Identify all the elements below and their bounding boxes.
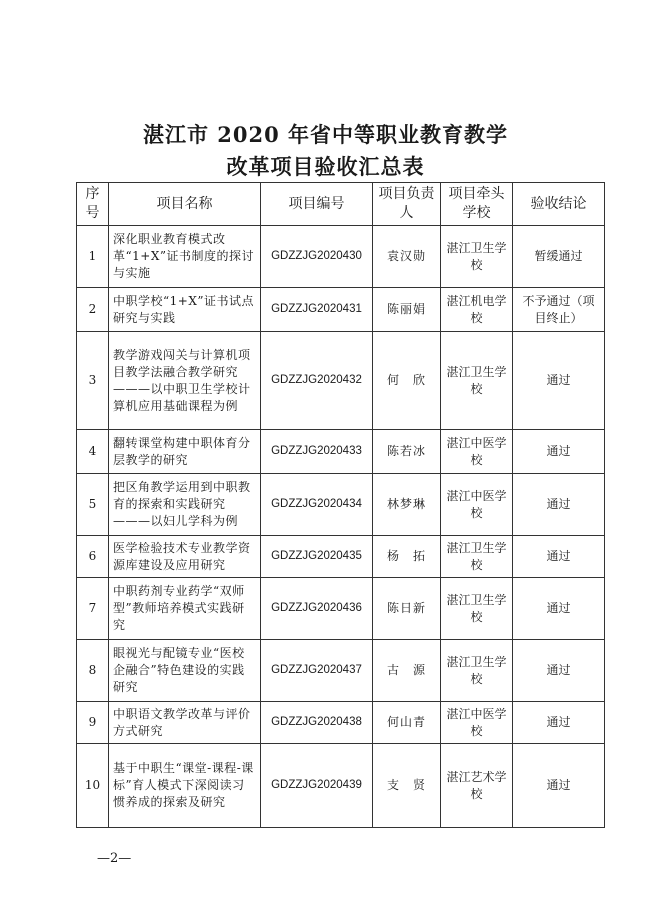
table-row xyxy=(77,430,605,474)
cell-name: 医学检验技术专业教学资源库建设及应用研究 xyxy=(109,536,261,578)
header-no: 序号 xyxy=(77,183,109,226)
cell-no: 7 xyxy=(77,578,109,640)
cell-school: 湛江卫生学校 xyxy=(441,226,513,288)
cell-code: GDZZJG2020435 xyxy=(261,536,373,578)
page-number: —2— xyxy=(97,851,132,866)
table-row xyxy=(77,332,605,430)
cell-code: GDZZJG2020438 xyxy=(261,702,373,744)
cell-name: 翻转课堂构建中职体育分层教学的研究 xyxy=(109,430,261,474)
cell-school: 湛江机电学校 xyxy=(441,288,513,332)
table-row xyxy=(77,640,605,702)
document-title-line2: 改革项目验收汇总表 xyxy=(226,154,425,179)
cell-result: 通过 xyxy=(513,474,605,536)
table-row xyxy=(77,288,605,332)
cell-name: 眼视光与配镜专业“医校企融合”特色建设的实践研究 xyxy=(109,640,261,702)
cell-person: 袁汉勋 xyxy=(373,226,441,288)
cell-school: 湛江中医学校 xyxy=(441,474,513,536)
table-row xyxy=(77,702,605,744)
cell-person: 陈若冰 xyxy=(373,430,441,474)
cell-no: 9 xyxy=(77,702,109,744)
cell-name: 把区角教学运用到中职教育的探索和实践研究———以妇儿学科为例 xyxy=(109,474,261,536)
header-person: 项目负责人 xyxy=(373,183,441,226)
cell-result: 暂缓通过 xyxy=(513,226,605,288)
table-row xyxy=(77,474,605,536)
cell-name: 中职药剂专业药学“双师型”教师培养模式实践研究 xyxy=(109,578,261,640)
cell-person: 何 欣 xyxy=(373,332,441,430)
cell-person: 林梦琳 xyxy=(373,474,441,536)
cell-result: 不予通过（项目终止） xyxy=(513,288,605,332)
cell-no: 1 xyxy=(77,226,109,288)
cell-name: 中职学校“1+X”证书试点研究与实践 xyxy=(109,288,261,332)
cell-name: 中职语文教学改革与评价方式研究 xyxy=(109,702,261,744)
cell-school: 湛江卫生学校 xyxy=(441,640,513,702)
cell-no: 8 xyxy=(77,640,109,702)
cell-code: GDZZJG2020434 xyxy=(261,474,373,536)
header-name: 项目名称 xyxy=(109,183,261,226)
cell-code: GDZZJG2020432 xyxy=(261,332,373,430)
cell-code: GDZZJG2020430 xyxy=(261,226,373,288)
cell-person: 支 贤 xyxy=(373,744,441,828)
cell-code: GDZZJG2020437 xyxy=(261,640,373,702)
cell-school: 湛江中医学校 xyxy=(441,702,513,744)
table-row xyxy=(77,226,605,288)
header-code: 项目编号 xyxy=(261,183,373,226)
cell-school: 湛江卫生学校 xyxy=(441,536,513,578)
cell-school: 湛江卫生学校 xyxy=(441,332,513,430)
table-row xyxy=(77,536,605,578)
cell-school: 湛江艺术学校 xyxy=(441,744,513,828)
cell-person: 杨 拓 xyxy=(373,536,441,578)
table-row xyxy=(77,744,605,828)
cell-person: 何山青 xyxy=(373,702,441,744)
table-row xyxy=(77,578,605,640)
document-title-line1: 湛江市 2020 年省中等职业教育教学 xyxy=(142,122,509,147)
cell-result: 通过 xyxy=(513,536,605,578)
cell-code: GDZZJG2020436 xyxy=(261,578,373,640)
header-result: 验收结论 xyxy=(513,183,605,226)
cell-code: GDZZJG2020431 xyxy=(261,288,373,332)
cell-no: 10 xyxy=(77,744,109,828)
cell-school: 湛江卫生学校 xyxy=(441,578,513,640)
summary-table xyxy=(76,182,605,828)
cell-name: 教学游戏闯关与计算机项目教学法融合教学研究———以中职卫生学校计算机应用基础课程为例 xyxy=(109,332,261,430)
cell-no: 2 xyxy=(77,288,109,332)
cell-result: 通过 xyxy=(513,640,605,702)
cell-result: 通过 xyxy=(513,702,605,744)
table-header-row xyxy=(77,183,605,226)
header-school: 项目牵头学校 xyxy=(441,183,513,226)
cell-result: 通过 xyxy=(513,430,605,474)
cell-no: 3 xyxy=(77,332,109,430)
cell-result: 通过 xyxy=(513,744,605,828)
cell-code: GDZZJG2020433 xyxy=(261,430,373,474)
cell-code: GDZZJG2020439 xyxy=(261,744,373,828)
cell-person: 古 源 xyxy=(373,640,441,702)
cell-no: 5 xyxy=(77,474,109,536)
cell-result: 通过 xyxy=(513,332,605,430)
cell-school: 湛江中医学校 xyxy=(441,430,513,474)
cell-no: 6 xyxy=(77,536,109,578)
cell-person: 陈丽娟 xyxy=(373,288,441,332)
cell-result: 通过 xyxy=(513,578,605,640)
cell-person: 陈日新 xyxy=(373,578,441,640)
cell-name: 深化职业教育模式改革“1+X”证书制度的探讨与实施 xyxy=(109,226,261,288)
cell-name: 基于中职生“课堂-课程-课标”育人模式下深阅读习惯养成的探索及研究 xyxy=(109,744,261,828)
cell-no: 4 xyxy=(77,430,109,474)
